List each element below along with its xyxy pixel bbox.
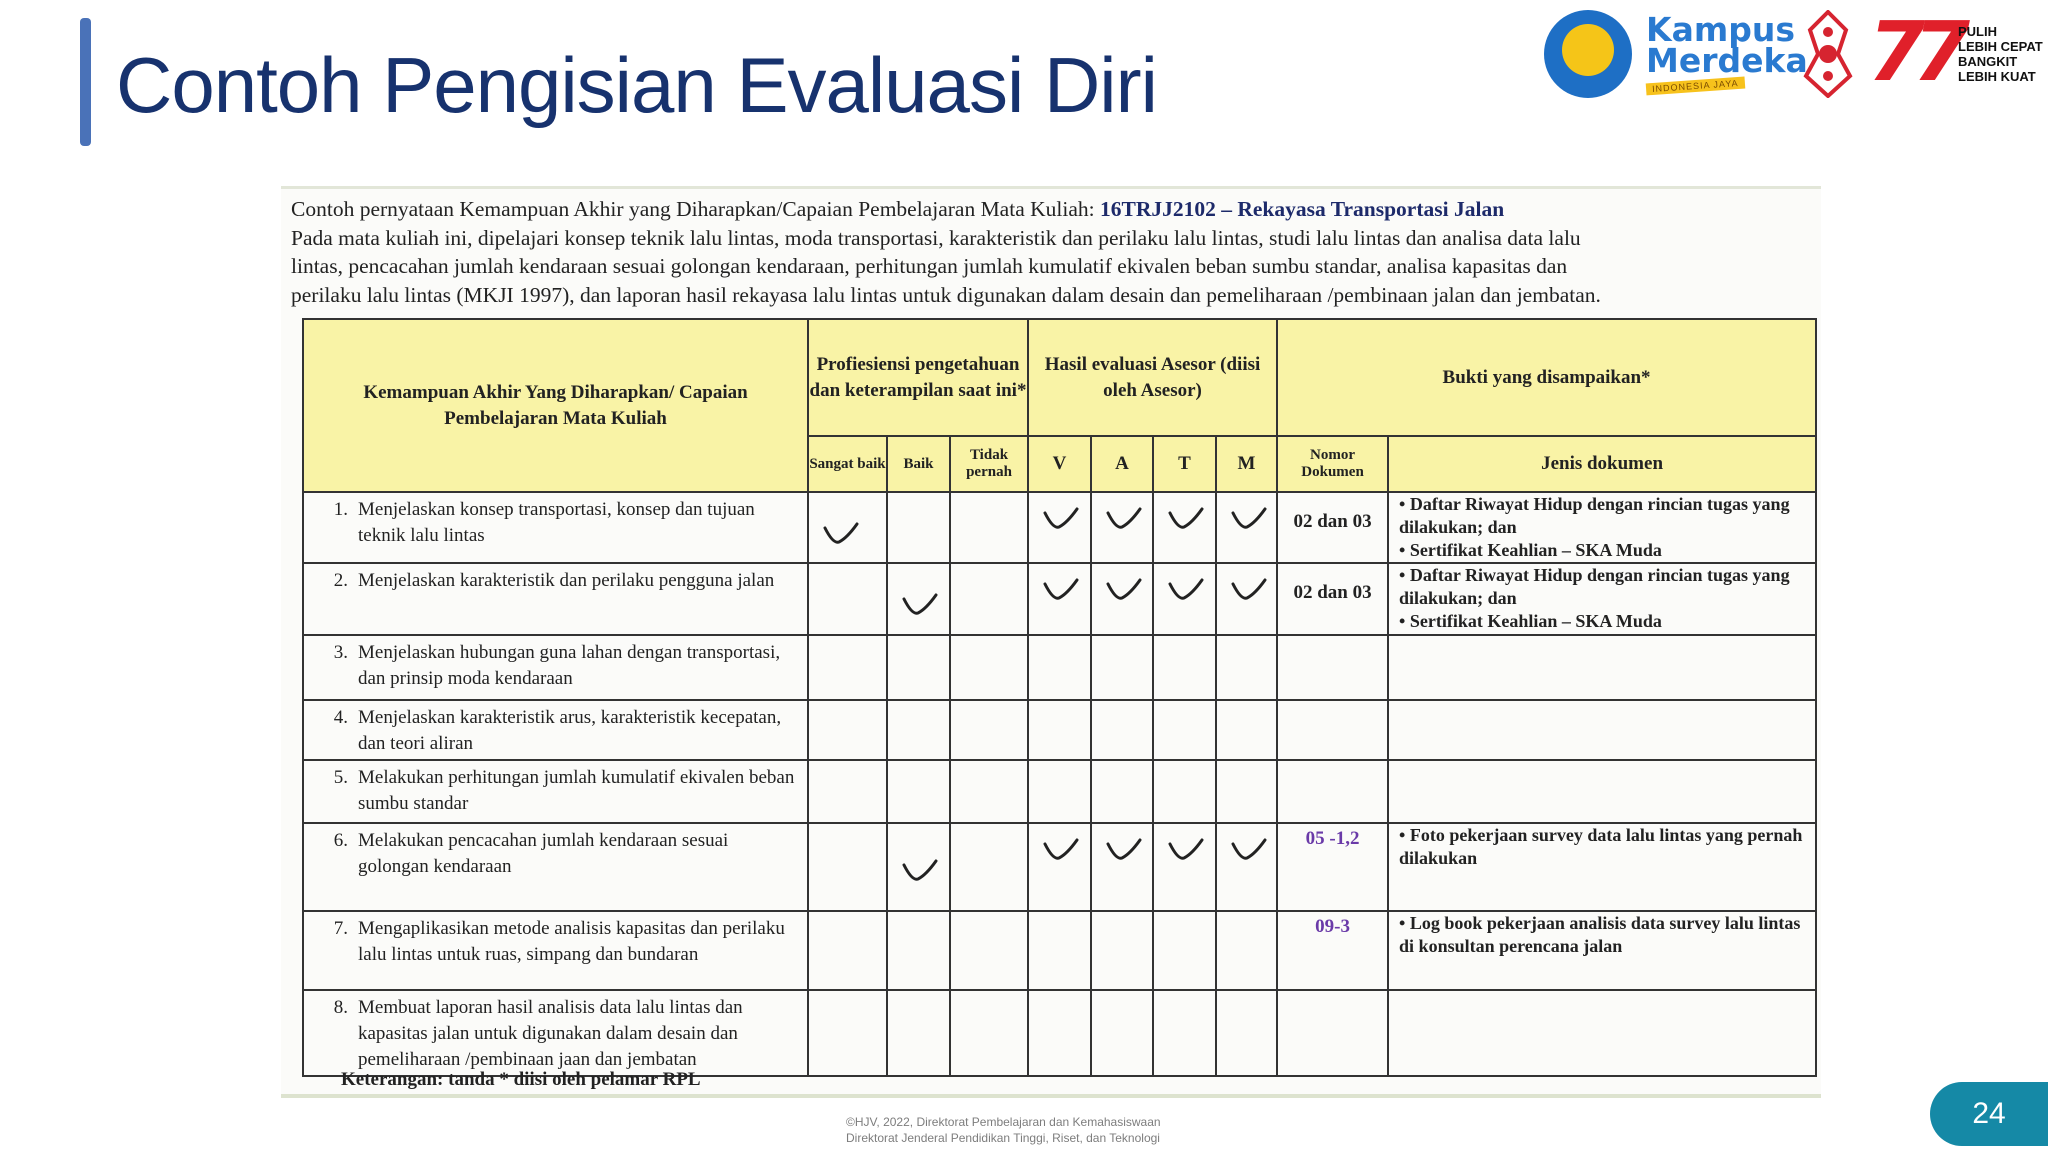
kemampuan-cell (303, 492, 808, 563)
table-row (303, 823, 1816, 911)
check-cell (808, 823, 887, 911)
copyright-footer (846, 1114, 1161, 1146)
page-number-badge: 24 (1930, 1082, 2048, 1146)
row-number: 1. (333, 499, 348, 520)
kemampuan-cell (303, 990, 808, 1076)
intro-line-2: Pada mata kuliah ini, dipelajari konsep teknik lalu lintas, moda transportasi, karakteristik dan perilaku lalu lintas, studi lalu lintas dan analisa data lalu (291, 225, 1581, 250)
check-cell (887, 492, 950, 563)
jenis-dokumen-cell (1388, 492, 1816, 563)
check-cell (950, 823, 1028, 911)
kampus-merdeka-logo (1646, 10, 1808, 95)
table-row (303, 760, 1816, 823)
slide-title: Contoh Pengisian Evaluasi Diri (116, 41, 1157, 129)
intro-line-4: perilaku lalu lintas (MKJI 1997), dan laporan hasil rekayasa lalu lintas untuk digunakan dalam desain dan pemeliharaan /pembinaan jalan dan jembatan. (291, 282, 1601, 307)
header-a: A (1091, 436, 1153, 492)
header-hasil-evaluasi: Hasil evaluasi Asesor (diisi oleh Asesor) (1028, 319, 1277, 436)
batik-emblem-icon (1802, 10, 1854, 98)
course-code: 16TRJJ2102 – Rekayasa Transportasi Jalan (1099, 197, 1505, 221)
check-cell (1153, 700, 1216, 760)
kemampuan-text: Menjelaskan karakteristik arus, karakteristik kecepatan, dan teori aliran (358, 707, 782, 754)
kemampuan-text: Membuat laporan hasil analisis data lalu lintas dan kapasitas jalan untuk digunakan dalam desain dan pemeliharaan /pembinaan jaan dan jembatan (358, 997, 743, 1070)
nomor-dokumen-cell (1277, 760, 1388, 823)
header-nomor-dokumen: Nomor Dokumen (1277, 436, 1388, 492)
check-cell (1216, 823, 1277, 911)
checkmark-icon (1166, 503, 1206, 533)
checkmark-icon (1166, 574, 1206, 604)
footer-line-2: Direktorat Jenderal Pendidikan Tinggi, Riset, dan Teknologi (846, 1131, 1160, 1145)
row-number: 4. (333, 707, 348, 728)
bukti-item: • Sertifikat Keahlian – SKA Muda (1399, 611, 1662, 631)
table-row (303, 990, 1816, 1076)
header-v: V (1028, 436, 1091, 492)
table-row (303, 911, 1816, 990)
kemampuan-text: Menjelaskan karakteristik dan perilaku pengguna jalan (358, 570, 775, 591)
jenis-dokumen-cell (1388, 635, 1816, 700)
check-cell (887, 760, 950, 823)
row-number: 2. (333, 570, 348, 591)
checkmark-icon (1041, 834, 1081, 864)
header-logos (1528, 5, 2048, 100)
check-cell (808, 563, 887, 635)
evaluation-table (302, 318, 1817, 1077)
check-cell (1091, 760, 1153, 823)
bukti-item: • Foto pekerjaan survey data lalu lintas yang pernah dilakukan (1399, 825, 1803, 868)
kampus-logo-line1: Kampus (1646, 10, 1795, 49)
check-cell (1091, 823, 1153, 911)
check-cell (1091, 635, 1153, 700)
check-cell (808, 635, 887, 700)
kemampuan-text: Mengaplikasikan metode analisis kapasitas dan perilaku lalu lintas untuk ruas, simpang dan bundaran (358, 918, 785, 965)
check-cell (1091, 563, 1153, 635)
checkmark-icon (821, 518, 861, 548)
footer-line-1: ©HJV, 2022, Direktorat Pembelajaran dan Kemahasiswaan (846, 1115, 1161, 1129)
pulih-line: PULIH (1958, 24, 1997, 39)
checkmark-icon (1041, 574, 1081, 604)
intro-line-1 (291, 195, 1791, 224)
check-cell (1216, 760, 1277, 823)
check-cell (1153, 635, 1216, 700)
check-cell (887, 563, 950, 635)
row-number: 7. (333, 918, 348, 939)
row-number: 6. (333, 830, 348, 851)
bukti-item: • Daftar Riwayat Hidup dengan rincian tugas yang dilakukan; dan (1399, 494, 1790, 537)
check-cell (1028, 911, 1091, 990)
row-number: 5. (333, 767, 348, 788)
check-cell (1153, 990, 1216, 1076)
checkmark-icon (1229, 503, 1269, 533)
check-cell (1153, 492, 1216, 563)
intro-line-3: lintas, pencacahan jumlah kendaraan sesuai golongan kendaraan, perhitungan jumlah kumulatif ekivalen beban sumbu standar, analisa kapasitas dan (291, 254, 1568, 278)
check-cell (887, 823, 950, 911)
row-number: 3. (333, 642, 348, 663)
bukti-item: • Sertifikat Keahlian – SKA Muda (1399, 540, 1662, 560)
kemampuan-cell (303, 823, 808, 911)
check-cell (1028, 563, 1091, 635)
checkmark-icon (900, 855, 940, 885)
check-cell (1091, 911, 1153, 990)
kemampuan-text: Melakukan pencacahan jumlah kendaraan sesuai golongan kendaraan (358, 830, 729, 877)
check-cell (887, 990, 950, 1076)
check-cell (1028, 700, 1091, 760)
checkmark-icon (1104, 834, 1144, 864)
check-cell (1091, 700, 1153, 760)
check-cell (1216, 990, 1277, 1076)
pulih-line: LEBIH KUAT (1958, 69, 2036, 84)
jenis-dokumen-cell (1388, 563, 1816, 635)
intro-prefix: Contoh pernyataan Kemampuan Akhir yang Diharapkan/Capaian Pembelajaran Mata Kuliah: (291, 197, 1095, 221)
table-row (303, 635, 1816, 700)
check-cell (1091, 990, 1153, 1076)
tut-wuri-handayani-logo-icon (1544, 10, 1632, 98)
check-cell (950, 990, 1028, 1076)
header-tidak-pernah: Tidak pernah (950, 436, 1028, 492)
check-cell (1216, 635, 1277, 700)
nomor-dokumen-cell: 02 dan 03 (1277, 563, 1388, 635)
jenis-dokumen-cell (1388, 760, 1816, 823)
header-bukti: Bukti yang disampaikan* (1277, 319, 1816, 436)
kampus-logo-line2: Merdeka (1646, 41, 1808, 80)
check-cell (887, 911, 950, 990)
check-cell (808, 700, 887, 760)
nomor-dokumen-cell: 02 dan 03 (1277, 492, 1388, 563)
kemampuan-cell (303, 700, 808, 760)
title-accent-bar (80, 18, 91, 146)
checkmark-icon (1229, 574, 1269, 604)
header-profisiensi: Profiesiensi pengetahuan dan keterampilan saat ini* (808, 319, 1028, 436)
check-cell (950, 700, 1028, 760)
anniversary-77-logo: 77 (1868, 5, 1959, 100)
keterangan-note: Keterangan: tanda * diisi oleh pelamar RPL (341, 1069, 701, 1090)
check-cell (1216, 911, 1277, 990)
header-jenis-dokumen: Jenis dokumen (1388, 436, 1816, 492)
check-cell (808, 911, 887, 990)
check-cell (950, 760, 1028, 823)
intro-paragraph (291, 195, 1791, 309)
kemampuan-cell (303, 563, 808, 635)
header-baik: Baik (887, 436, 950, 492)
check-cell (1028, 990, 1091, 1076)
check-cell (887, 635, 950, 700)
check-cell (1153, 760, 1216, 823)
header-t: T (1153, 436, 1216, 492)
pulih-line: BANGKIT (1958, 54, 2018, 69)
table-row (303, 492, 1816, 563)
check-cell (808, 760, 887, 823)
check-cell (1153, 911, 1216, 990)
jenis-dokumen-cell (1388, 700, 1816, 760)
check-cell (887, 700, 950, 760)
pulih-bangkit-text (1958, 24, 2043, 84)
embedded-document (281, 186, 1821, 1098)
check-cell (1216, 700, 1277, 760)
kemampuan-text: Menjelaskan hubungan guna lahan dengan transportasi, dan prinsip moda kendaraan (358, 642, 781, 689)
header-sangat-baik: Sangat baik (808, 436, 887, 492)
checkmark-icon (1104, 574, 1144, 604)
check-cell (1091, 492, 1153, 563)
nomor-dokumen-cell: 05 -1,2 (1277, 823, 1388, 911)
check-cell (1153, 563, 1216, 635)
check-cell (1153, 823, 1216, 911)
check-cell (808, 492, 887, 563)
kampus-logo-sub: INDONESIA JAYA (1646, 77, 1745, 96)
header-kemampuan: Kemampuan Akhir Yang Diharapkan/ Capaian Pembelajaran Mata Kuliah (303, 319, 808, 492)
checkmark-icon (1166, 834, 1206, 864)
jenis-dokumen-cell (1388, 911, 1816, 990)
kemampuan-cell (303, 635, 808, 700)
checkmark-icon (1041, 503, 1081, 533)
check-cell (950, 492, 1028, 563)
check-cell (1216, 563, 1277, 635)
nomor-dokumen-cell (1277, 990, 1388, 1076)
table-row (303, 700, 1816, 760)
check-cell (950, 911, 1028, 990)
check-cell (1028, 760, 1091, 823)
checkmark-icon (900, 589, 940, 619)
kemampuan-text: Menjelaskan konsep transportasi, konsep dan tujuan teknik lalu lintas (358, 499, 755, 546)
pulih-line: LEBIH CEPAT (1958, 39, 2043, 54)
checkmark-icon (1104, 503, 1144, 533)
jenis-dokumen-cell (1388, 990, 1816, 1076)
check-cell (808, 990, 887, 1076)
check-cell (1028, 635, 1091, 700)
bukti-item: • Log book pekerjaan analisis data survey lalu lintas di konsultan perencana jalan (1399, 913, 1801, 956)
nomor-dokumen-cell (1277, 700, 1388, 760)
check-cell (1028, 492, 1091, 563)
table-row (303, 563, 1816, 635)
header-m: M (1216, 436, 1277, 492)
nomor-dokumen-cell (1277, 635, 1388, 700)
bukti-item: • Daftar Riwayat Hidup dengan rincian tugas yang dilakukan; dan (1399, 565, 1790, 608)
check-cell (950, 563, 1028, 635)
check-cell (1028, 823, 1091, 911)
jenis-dokumen-cell (1388, 823, 1816, 911)
kemampuan-cell (303, 911, 808, 990)
row-number: 8. (333, 997, 348, 1018)
kemampuan-text: Melakukan perhitungan jumlah kumulatif ekivalen beban sumbu standar (358, 767, 795, 814)
kemampuan-cell (303, 760, 808, 823)
check-cell (950, 635, 1028, 700)
nomor-dokumen-cell: 09-3 (1277, 911, 1388, 990)
checkmark-icon (1229, 834, 1269, 864)
check-cell (1216, 492, 1277, 563)
